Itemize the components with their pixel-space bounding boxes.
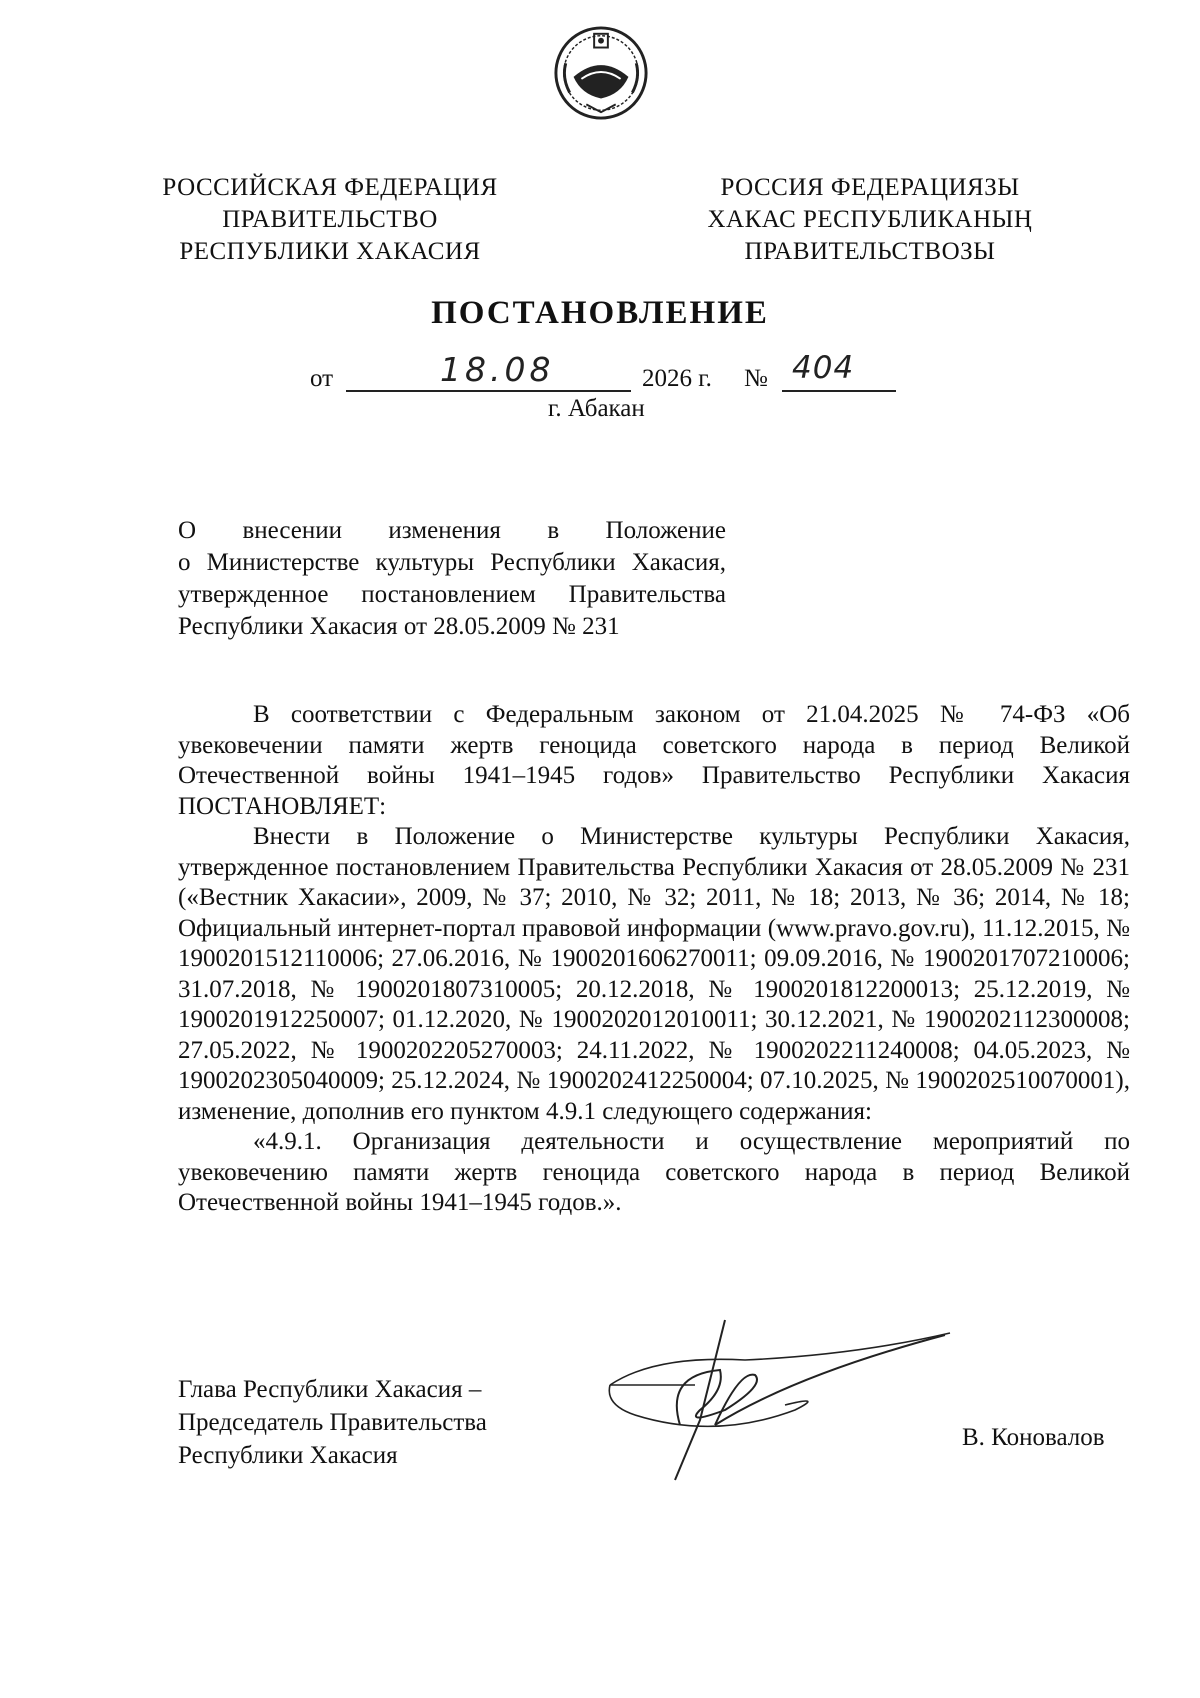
header-right [690,172,1050,268]
signatory-name: В. Коновалов [962,1424,1105,1451]
role-line: Республики Хакасия [178,1442,398,1469]
subject-line: о Министерстве культуры Республики Хакасия, [178,549,726,576]
role-line: Глава Республики Хакасия – [178,1376,482,1403]
number-sign: № [744,365,768,392]
date-underline [346,390,631,392]
date-prefix: от [310,365,334,392]
role-line: Председатель Правительства [178,1409,487,1436]
header-right-line: РОССИЯ ФЕДЕРАЦИЯЗЫ [720,174,1020,201]
header-right-line: ПРАВИТЕЛЬСТВОЗЫ [744,238,996,265]
header-left-line: РОССИЙСКАЯ ФЕДЕРАЦИЯ [162,174,498,201]
signatory-role [178,1373,487,1472]
document-subject [178,515,726,643]
handwritten-signature [605,1315,965,1485]
body-paragraph: «4.9.1. Организация деятельности и осуществление мероприятий по увековечению памяти жертв геноцида советского народа в период Великой Отечественной войны 1941–1945 годов.». [178,1128,1130,1216]
header-left-line: ПРАВИТЕЛЬСТВО [222,206,438,233]
handwritten-date: 18.08 [440,350,555,389]
document-year: 2026 г. [642,365,712,392]
header-left [150,172,510,268]
subject-line: О внесении изменения в Положение [178,517,726,544]
handwritten-number: 404 [792,350,855,386]
header-left-line: РЕСПУБЛИКИ ХАКАСИЯ [179,238,481,265]
document-body [178,700,1130,1219]
body-paragraph [178,700,1130,822]
subject-line: утвержденное постановлением Правительства [178,581,726,608]
document-title: ПОСТАНОВЛЕНИЕ [431,295,769,331]
header-right-line: ХАКАС РЕСПУБЛИКАНЫҢ [707,206,1033,233]
coat-of-arms-icon [552,24,650,122]
preamble-text: В соответствии с Федеральным законом от 21.04.2025 № 74-ФЗ «Об увековечении памяти жертв геноцида советского народа в период Великой Отечественной войны 1941–1945 годов» Правительство Республики Хакасия [178,701,1130,789]
document-city: г. Абакан [548,395,645,422]
subject-line: Республики Хакасия от 28.05.2009 № 231 [178,613,620,640]
resolution-keyword: ПОСТАНОВЛЯЕТ: [178,792,387,820]
body-paragraph: Внести в Положение о Министерстве культуры Республики Хакасия, утвержденное постановлением Правительства Республики Хакасия от 28.05.2009 № 231 («Вестник Хакасии», 2009, № 37; 2010, № 32; 2011, № 18; 2013, № 36; 2014, № 18; Официальный интернет-портал правовой информации (www.pravo.gov.ru), 11.12.2015, № 1900201512110006; 27.06.2016, № 1900201606270011; 09.09.2016, № 1900201707210006; 31.07.2018, № 1900201807310005; 20.12.2018, № 1900201812200013; 25.12.2019, № 1900201912250007; 01.12.2020, № 1900202012010011; 30.12.2021, № 1900202112300008; 27.05.2022, № 1900202205270003; 24.11.2022, № 1900202211240008; 04.05.2023, № 1900202305040009; 25.12.2024, № 1900202412250004; 07.10.2025, № 1900202510070001), изменение, дополнив его пунктом 4.9.1 следующего содержания: [178,823,1130,1125]
number-underline [782,390,896,392]
